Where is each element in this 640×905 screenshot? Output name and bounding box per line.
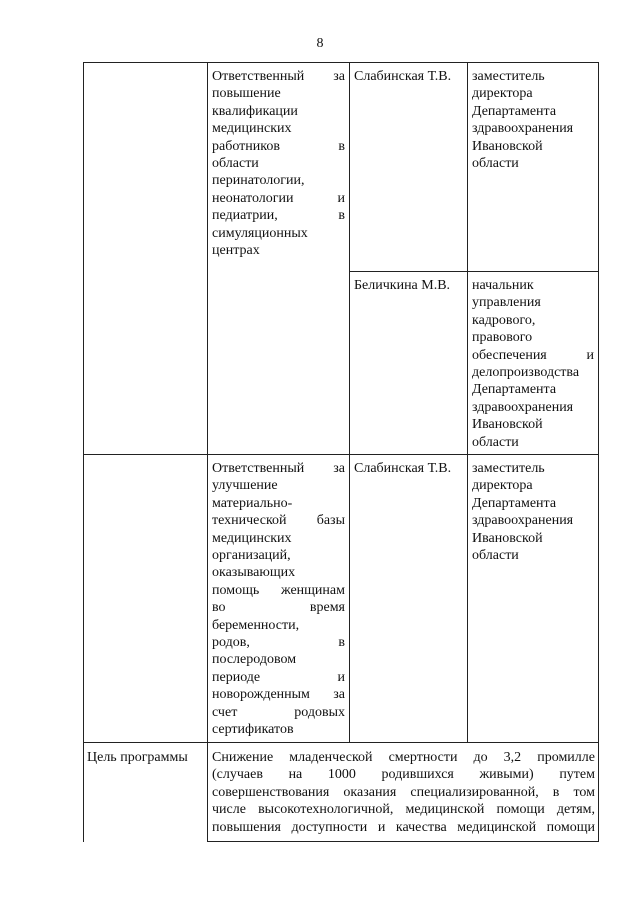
position-line: кадрового, bbox=[472, 312, 536, 328]
task-line: материально- bbox=[212, 495, 293, 511]
position-line: Ивановской bbox=[472, 417, 543, 433]
task-line: Ответственный за bbox=[212, 69, 345, 84]
task-line: медицинских bbox=[212, 121, 292, 137]
task-line: сертификатов bbox=[212, 722, 294, 738]
task-line: оказывающих bbox=[212, 565, 296, 581]
position-line: директора bbox=[472, 478, 533, 494]
task-line: помощь женщинам bbox=[212, 582, 345, 598]
position-line: Ивановской bbox=[472, 530, 543, 546]
goal-text-line: повышения доступности и качества медицинской помощи bbox=[212, 819, 595, 835]
position-line: делопроизводства bbox=[472, 365, 580, 381]
task-line: улучшение bbox=[212, 478, 278, 494]
position-line: директора bbox=[472, 86, 533, 102]
task-line: медицинских bbox=[212, 530, 292, 546]
task-line: симуляционных bbox=[212, 225, 308, 241]
row2-person1-name: Слабинская Т.В. bbox=[354, 461, 452, 476]
task-line: беременности, bbox=[212, 617, 300, 633]
task-line: работников в bbox=[212, 138, 345, 154]
page-number: 8 bbox=[316, 36, 324, 51]
position-line: обеспечения и bbox=[472, 347, 594, 363]
task-line: центрах bbox=[212, 243, 260, 259]
task-line: области bbox=[212, 156, 259, 172]
position-line: заместитель bbox=[472, 69, 545, 84]
position-line: Ивановской bbox=[472, 138, 543, 154]
row1-person2-name: Беличкина М.В. bbox=[354, 278, 451, 293]
row1-person1-name: Слабинская Т.В. bbox=[354, 69, 452, 84]
task-line: периоде и bbox=[212, 669, 345, 685]
row2-person1-position bbox=[472, 460, 594, 564]
position-line: начальник bbox=[472, 278, 534, 293]
position-line: здравоохранения bbox=[472, 399, 574, 415]
task-line: педиатрии, в bbox=[212, 208, 345, 224]
task-line: повышение bbox=[212, 86, 281, 102]
position-line: области bbox=[472, 434, 519, 450]
task-line: перинатологии, bbox=[212, 173, 305, 189]
row1-person2-position bbox=[472, 277, 594, 451]
goal-text-line: Снижение младенческой смертности до 3,2 промилле bbox=[212, 750, 595, 765]
position-line: правового bbox=[472, 330, 533, 346]
position-line: области bbox=[472, 156, 519, 172]
position-line: здравоохранения bbox=[472, 513, 574, 529]
position-line: Департамента bbox=[472, 103, 557, 119]
goal-text bbox=[212, 749, 595, 836]
row1-task-cell bbox=[212, 68, 345, 259]
task-line: во время bbox=[212, 600, 345, 616]
task-line: послеродовом bbox=[212, 652, 297, 668]
position-line: заместитель bbox=[472, 461, 545, 476]
task-line: Ответственный за bbox=[212, 461, 345, 476]
goal-text-line: числе высокотехнологичной, медицинской помощи детям, bbox=[212, 802, 595, 818]
task-line: счет родовых bbox=[212, 704, 345, 720]
position-line: Департамента bbox=[472, 495, 557, 511]
position-line: здравоохранения bbox=[472, 121, 574, 137]
task-line: родов, в bbox=[212, 635, 345, 651]
task-line: технической базы bbox=[212, 513, 345, 529]
task-line: организаций, bbox=[212, 548, 291, 564]
task-line: квалификации bbox=[212, 103, 298, 119]
position-line: Департамента bbox=[472, 382, 557, 398]
row1-person1-position bbox=[472, 68, 594, 172]
task-line: новорожденным за bbox=[212, 687, 345, 703]
position-line: управления bbox=[472, 295, 541, 311]
goal-text-line: (случаев на 1000 родившихся живыми) путем bbox=[212, 767, 595, 783]
goal-label: Цель программы bbox=[87, 750, 188, 765]
position-line: области bbox=[472, 548, 519, 564]
row2-task-cell bbox=[212, 460, 345, 739]
goal-text-line: совершенствования оказания специализированной, в том bbox=[212, 784, 595, 800]
task-line: неонатологии и bbox=[212, 190, 345, 206]
